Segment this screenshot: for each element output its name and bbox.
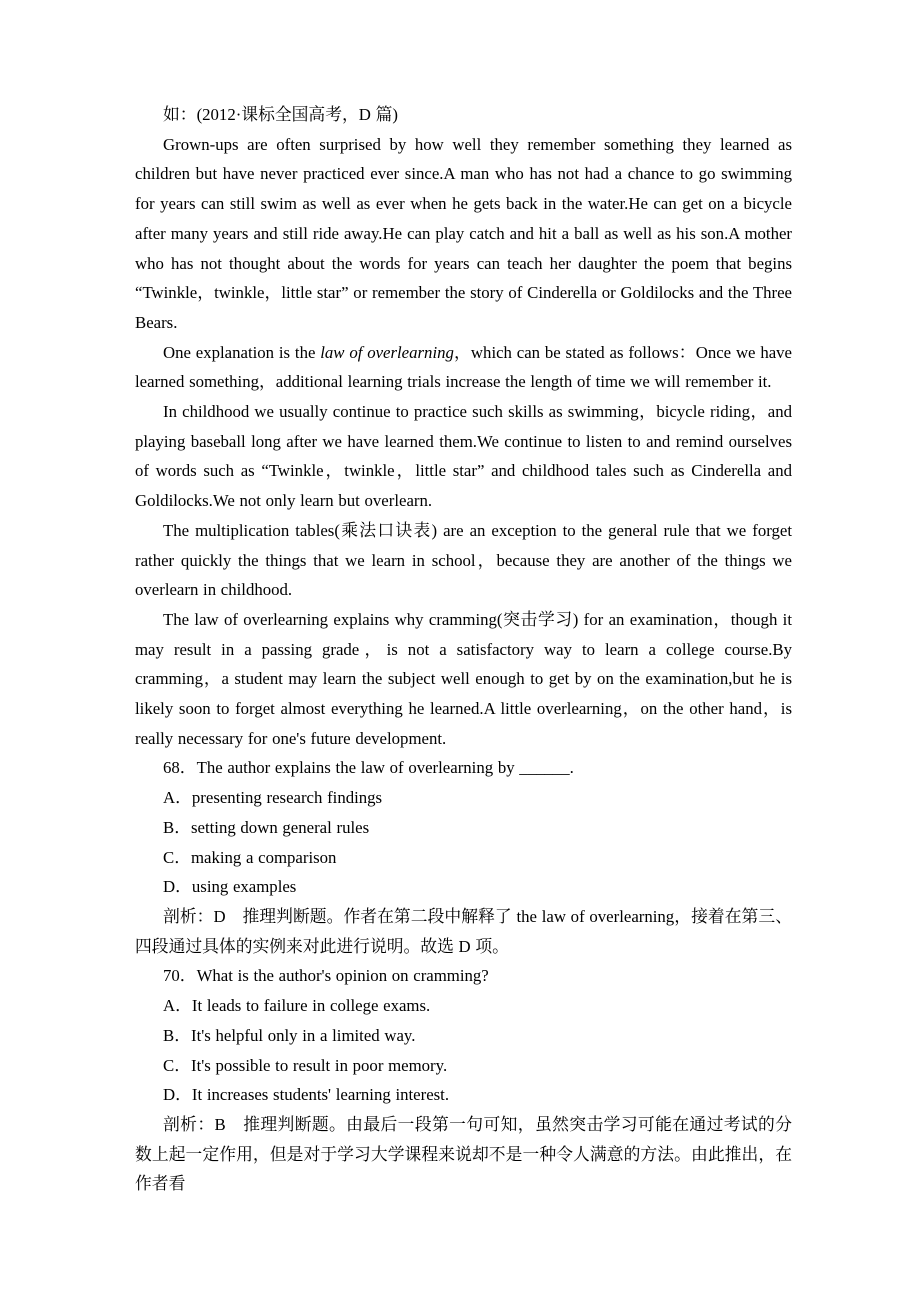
answer-option: [135, 813, 792, 843]
passage-paragraph: [135, 338, 792, 397]
text-run: C．It's possible to result in poor memory.: [163, 1055, 448, 1075]
text-run: ，which can be stated as follows：Once we have learned something，additional learning trials increase the length of time we will remember it.: [135, 342, 793, 392]
text-run: The law of overlearning explains why cramming(突击学习) for an examination，though it may result in a passing grade，is not a satisfactory way to learn a college course.By cramming，a student may learn the subject well enough to get by on the examination,but he is likely soon to forget almost everything he learned.A little overlearning，on the other hand，is really necessary for one's future development.: [135, 609, 792, 748]
text-run: B．setting down general rules: [163, 817, 370, 837]
passage-paragraph: [135, 516, 792, 605]
question-stem: [135, 753, 792, 783]
answer-option: [135, 843, 792, 873]
italic-term: law of overlearning: [320, 342, 454, 362]
text-run: One explanation is the: [163, 342, 321, 362]
text-run: 68．The author explains the law of overlearning by ______.: [163, 758, 574, 778]
text-run: 剖析：B 推理判断题。由最后一段第一句可知，虽然突击学习可能在通过考试的分数上起一定作用，但是对于学习大学课程来说却不是一种令人满意的方法。由此推出，在作者看: [135, 1114, 792, 1194]
text-run: D．It increases students' learning interest.: [163, 1085, 450, 1105]
text-run: 如：(2012·课标全国高考，D 篇): [163, 105, 398, 124]
text-run: 剖析：D 推理判断题。作者在第二段中解释了 the law of overlearning，接着在第三、四段通过具体的实例来对此进行说明。故选 D 项。: [135, 906, 792, 956]
text-run: A．presenting research findings: [163, 788, 383, 808]
text-run: D．using examples: [163, 877, 297, 897]
answer-option: [135, 783, 792, 813]
answer-option: [135, 1080, 792, 1110]
answer-option: [135, 991, 792, 1021]
text-run: Grown-ups are often surprised by how well they remember something they learned as children but have never practiced ever since.A man who has not had a chance to go swimming for years can still swim as well as ever when he gets back in the water.He can get on a bicycle after many years and still ride away.He can play catch and hit a ball as well as his son.A mother who has not thought about the words for years can teach her daughter the poem that begins “Twinkle，twinkle，little star” or remember the story of Cinderella or Goldilocks and the Three Bears.: [135, 134, 792, 332]
source-reference: [135, 100, 792, 130]
passage-paragraph: [135, 605, 792, 754]
text-run: The multiplication tables(乘法口诀表) are an exception to the general rule that we forget rather quickly the things that we learn in school，because they are another of the things we overlearn in childhood.: [135, 520, 792, 600]
answer-option: [135, 872, 792, 902]
answer-option: [135, 1051, 792, 1081]
text-run: 70．What is the author's opinion on cramming?: [163, 966, 489, 986]
analysis-paragraph: [135, 902, 792, 961]
text-run: In childhood we usually continue to practice such skills as swimming，bicycle riding，and playing baseball long after we have learned them.We continue to listen to and remind ourselves of words such as “Twinkle，twinkle，little star” and childhood tales such as Cinderella and Goldilocks.We not only learn but overlearn.: [135, 402, 792, 511]
passage-paragraph: [135, 130, 792, 338]
analysis-paragraph: [135, 1110, 792, 1199]
answer-option: [135, 1021, 792, 1051]
question-stem: [135, 961, 792, 991]
text-run: A．It leads to failure in college exams.: [163, 996, 431, 1016]
document-page: [135, 100, 792, 1199]
text-run: B．It's helpful only in a limited way.: [163, 1025, 416, 1045]
text-run: C．making a comparison: [163, 847, 337, 867]
passage-paragraph: [135, 397, 792, 516]
